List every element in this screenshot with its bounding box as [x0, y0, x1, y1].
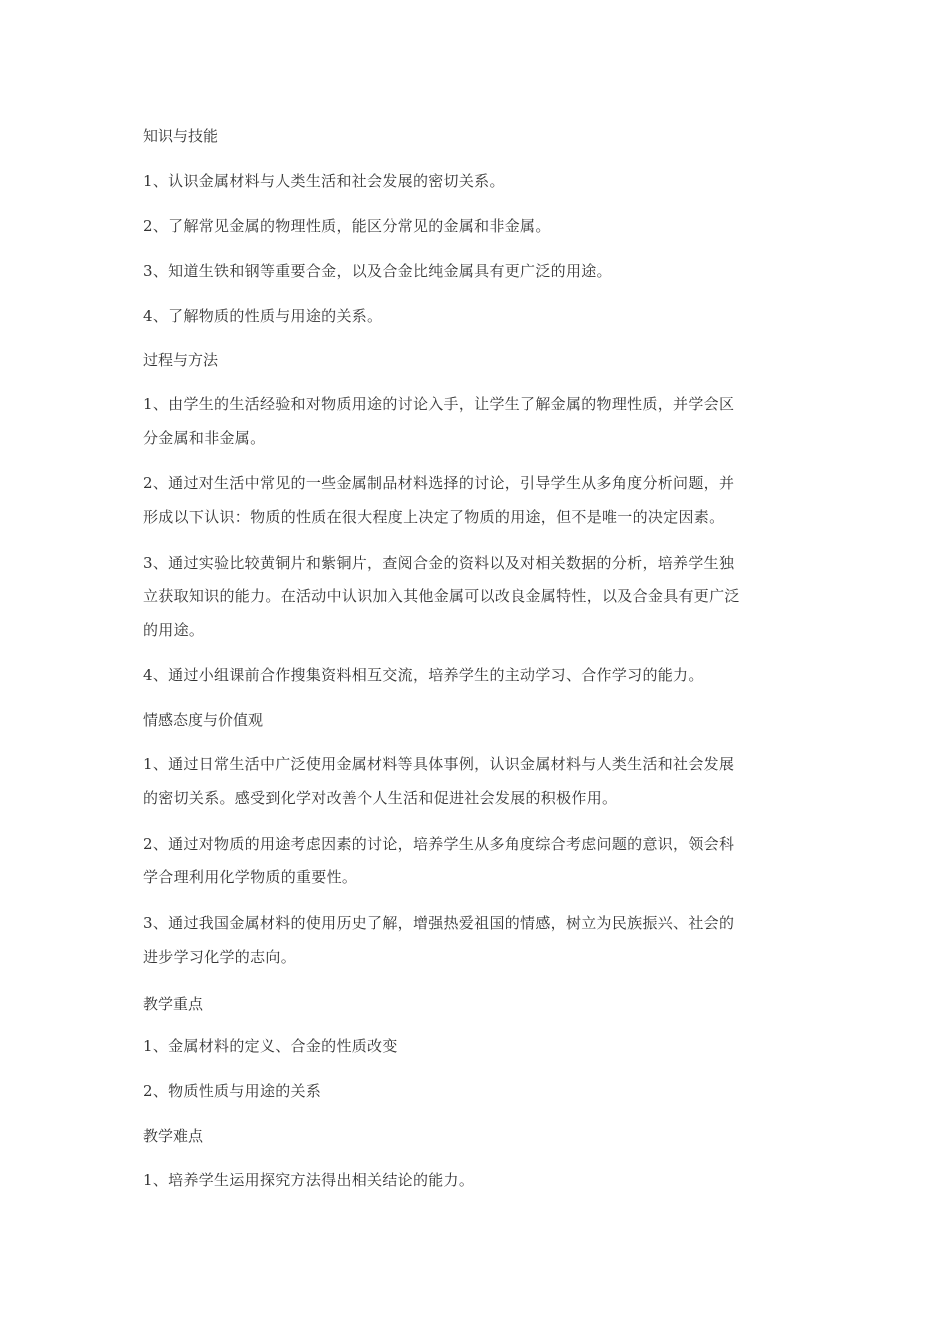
- paragraph-line: 1、由学生的生活经验和对物质用途的讨论入手，让学生了解金属的物理性质，并学会区: [143, 395, 735, 413]
- paragraph-line: 2、通过对物质的用途考虑因素的讨论，培养学生从多角度综合考虑问题的意识，领会科: [143, 835, 735, 853]
- section-heading: 教学重点: [143, 995, 204, 1013]
- paragraph-line: 2、了解常见金属的物理性质，能区分常见的金属和非金属。: [143, 217, 551, 235]
- paragraph-line: 的密切关系。感受到化学对改善个人生活和促进社会发展的积极作用。: [143, 789, 618, 807]
- paragraph-line: 1、培养学生运用探究方法得出相关结论的能力。: [143, 1171, 475, 1189]
- section-heading: 知识与技能: [143, 127, 219, 145]
- paragraph-line: 进步学习化学的志向。: [143, 948, 297, 966]
- paragraph-line: 1、认识金属材料与人类生活和社会发展的密切关系。: [143, 172, 505, 190]
- paragraph-line: 分金属和非金属。: [143, 429, 266, 447]
- paragraph-line: 形成以下认识：物质的性质在很大程度上决定了物质的用途，但不是唯一的决定因素。: [143, 508, 725, 526]
- paragraph-line: 2、通过对生活中常见的一些金属制品材料选择的讨论，引导学生从多角度分析问题，并: [143, 474, 735, 492]
- section-heading: 情感态度与价值观: [143, 711, 264, 729]
- paragraph-line: 学合理利用化学物质的重要性。: [143, 868, 358, 886]
- paragraph-line: 1、金属材料的定义、合金的性质改变: [143, 1037, 398, 1055]
- paragraph-line: 4、了解物质的性质与用途的关系。: [143, 307, 383, 325]
- section-heading: 教学难点: [143, 1127, 204, 1145]
- paragraph-line: 1、通过日常生活中广泛使用金属材料等具体事例，认识金属材料与人类生活和社会发展: [143, 755, 735, 773]
- section-heading: 过程与方法: [143, 351, 219, 369]
- paragraph-line: 4、通过小组课前合作搜集资料相互交流，培养学生的主动学习、合作学习的能力。: [143, 666, 704, 684]
- paragraph-line: 立获取知识的能力。在活动中认识加入其他金属可以改良金属特性，以及合金具有更广泛: [143, 587, 740, 605]
- paragraph-line: 2、物质性质与用途的关系: [143, 1082, 322, 1100]
- paragraph-line: 3、知道生铁和钢等重要合金，以及合金比纯金属具有更广泛的用途。: [143, 262, 612, 280]
- paragraph-line: 3、通过实验比较黄铜片和紫铜片，查阅合金的资料以及对相关数据的分析，培养学生独: [143, 554, 735, 572]
- paragraph-line: 3、通过我国金属材料的使用历史了解，增强热爱祖国的情感，树立为民族振兴、社会的: [143, 914, 735, 932]
- paragraph-line: 的用途。: [143, 621, 205, 639]
